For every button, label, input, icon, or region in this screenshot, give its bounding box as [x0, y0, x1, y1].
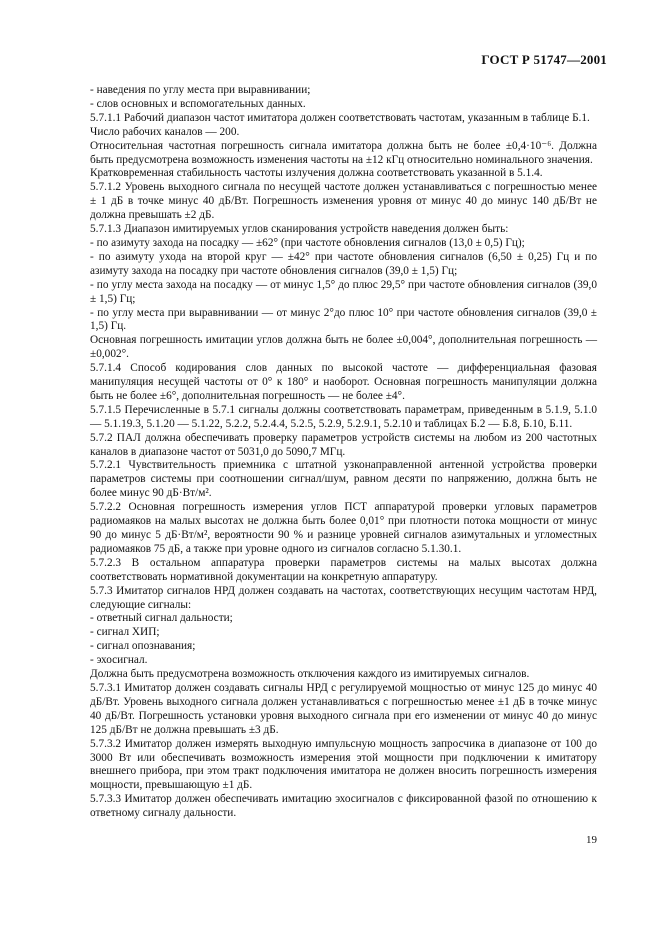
paragraph: - ответный сигнал дальности; [90, 612, 233, 625]
page-number: 19 [586, 834, 597, 846]
paragraph: Основная погрешность имитации углов должна быть не более ±0,004°, дополнительная погрешность — ±0,002°. [90, 334, 597, 361]
paragraph: - слов основных и вспомогательных данных. [90, 97, 306, 110]
paragraph: 5.7.2.1 Чувствительность приемника с штатной узконаправленной антенной устройства проверки параметров системы при соотношении сигнал/шум, равном десяти по напряжению, должна быть не более минус 90 дБ·Вт/м². [90, 459, 597, 500]
paragraph: 5.7.2 ПАЛ должна обеспечивать проверку параметров устройств системы на любом из 200 частотных каналов в диапазоне частот от 5031,0 до 5090,7 МГц. [90, 431, 597, 458]
paragraph: Должна быть предусмотрена возможность отключения каждого из имитируемых сигналов. [90, 668, 530, 681]
paragraph: Относительная частотная погрешность сигнала имитатора должна быть не более ±0,4·10⁻⁶. Должна быть предусмотрена возможность изменения частоты на ±12 кГц относительно номинального значения. [90, 139, 597, 166]
paragraph: Число рабочих каналов — 200. [90, 125, 240, 138]
paragraph: - эхосигнал. [90, 654, 148, 667]
document-header: ГОСТ Р 51747—2001 [481, 52, 607, 67]
paragraph: 5.7.3.1 Имитатор должен создавать сигналы НРД с регулируемой мощностью от минус 125 до минус 40 дБ/Вт. Уровень выходного сигнала должен устанавливаться с погрешностью менее ±1 дБ в точке минус 40 дБ/Вт. Погрешность установки уровня выходного сигнала при его изменении от минус 40 до минус 125 дБ/Вт не должна превышать ±3 дБ. [90, 681, 597, 736]
paragraph: 5.7.1.5 Перечисленные в 5.7.1 сигналы должны соответствовать параметрам, приведенным в 5.1.9, 5.1.0 — 5.1.19.3, 5.1.20 — 5.1.22, 5.2.2, 5.2.4.4, 5.2.5, 5.2.9, 5.2.9.1, 5.2.10 и таблицах Б.2 — Б.8, Б.10, Б.11. [90, 403, 597, 430]
paragraph: 5.7.1.2 Уровень выходного сигнала по несущей частоте должен устанавливаться с погрешностью менее ± 1 дБ в точке минус 40 дБ/Вт. Погрешность изменения уровня от минус 40 до минус 140 дБ/Вт не должна превышать ±2 дБ. [90, 181, 597, 222]
paragraph: 5.7.3 Имитатор сигналов НРД должен создавать на частотах, соответствующих несущим частотам НРД, следующие сигналы: [90, 584, 597, 611]
paragraph: - по азимуту ухода на второй круг — ±42° при частоте обновления сигналов (6,50 ± 0,25) Гц и по азимуту захода на посадку при частоте обновления сигналов (39,0 ± 1,5) Гц; [90, 250, 597, 277]
paragraph: Кратковременная стабильность частоты излучения должна соответствовать указанной в 5.1.4. [90, 167, 543, 180]
paragraph: - по азимуту захода на посадку — ±62° (при частоте обновления сигналов (13,0 ± 0,5) Гц); [90, 236, 525, 249]
paragraph: 5.7.2.2 Основная погрешность измерения углов ПСТ аппаратурой проверки угловых параметров радиомаяков на малых высотах не должна быть более 0,01° при плотности потока мощности от минус 90 до минус 5 дБ·Вт/м², вероятности 90 % и разнице уровней сигналов азимутальных и угломестных радиомаяков 75 дБ, а также при уровне одного из сигналов согласно 5.1.30.1. [90, 501, 597, 555]
paragraph: 5.7.2.3 В остальном аппаратура проверки параметров системы на малых высотах должна соответствовать нормативной документации на конкретную аппаратуру. [90, 556, 597, 583]
paragraph: 5.7.1.1 Рабочий диапазон частот имитатора должен соответствовать частотам, указанным в таблице Б.1. [90, 111, 590, 124]
paragraph: 5.7.1.3 Диапазон имитируемых углов сканирования устройств наведения должен быть: [90, 223, 509, 236]
paragraph: 5.7.3.2 Имитатор должен измерять выходную импульсную мощность запросчика в диапазоне от 100 до 3000 Вт или обеспечивать возможность измерения этой мощности при подключении к имитатору внешнего прибора, при этом тракт подключения имитатора не должен вносить погрешность измерения мощности, превышающую ±1 дБ. [90, 737, 597, 792]
paragraph: - сигнал ХИП; [90, 626, 160, 639]
document-body [90, 84, 597, 821]
paragraph: - наведения по углу места при выравнивании; [90, 84, 311, 96]
paragraph: - по углу места при выравнивании — от минус 2°до плюс 10° при частоте обновления сигналов (39,0 ± 1,5) Гц. [90, 306, 597, 333]
paragraph: 5.7.1.4 Способ кодирования слов данных по высокой частоте — дифференциальная фазовая манипуляция несущей частоты от 0° к 180° и наоборот. Основная погрешность манипуляции должна быть не более ±6°, дополнительная погрешность — не более ±4°. [90, 362, 597, 402]
paragraph: - сигнал опознавания; [90, 640, 196, 653]
paragraph: 5.7.3.3 Имитатор должен обеспечивать имитацию эхосигналов с фиксированной фазой по отношению к ответному сигналу дальности. [90, 793, 597, 820]
paragraph: - по углу места захода на посадку — от минус 1,5° до плюс 29,5° при частоте обновления сигналов (39,0 ± 1,5) Гц; [90, 278, 597, 305]
